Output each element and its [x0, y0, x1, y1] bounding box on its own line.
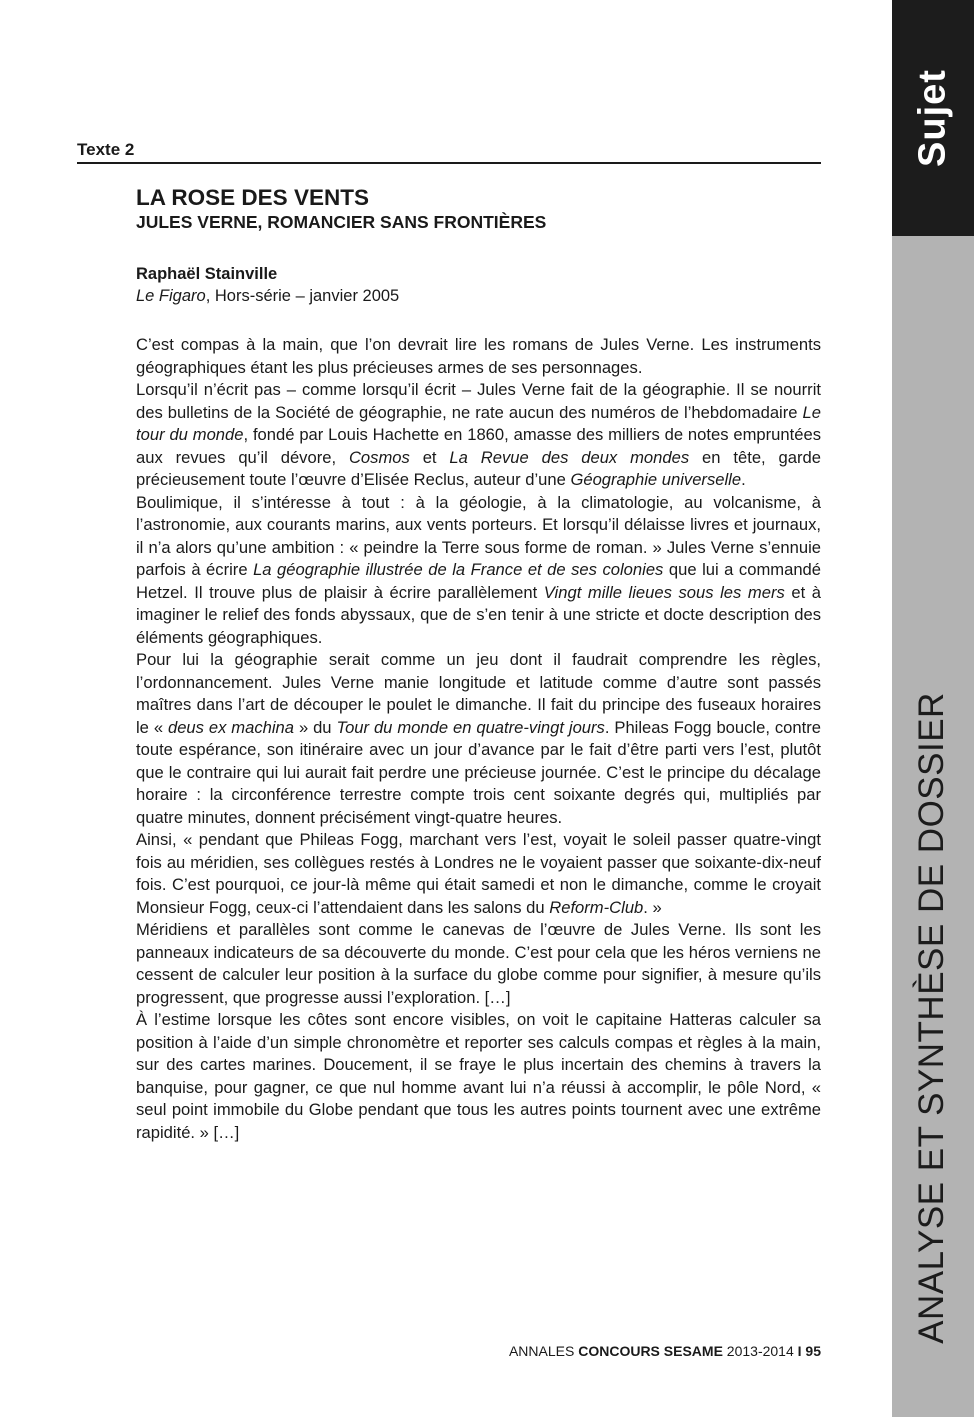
article-body [136, 334, 821, 1144]
italic-title-text: La Revue des deux mondes [449, 447, 690, 467]
paragraph-text: Pour lui la géographie serait comme un jeu dont il faudrait comprendre les règles, l’ordonnancement. Jules Verne manie longitude et latitude comme d’autre sont passés maîtres dans l’art de découper le poulet le dimanche. Il fait du principe des fuseaux horaires le « [136, 650, 821, 737]
paragraph-text: , fondé par Louis Hachette en 1860, amasse des milliers de notes empruntées aux revues qu’il dévore, [136, 425, 821, 467]
header-divider [77, 162, 821, 164]
paragraph-text: . Phileas Fogg boucle, contre toute espérance, son itinéraire avec un jour d’avance par le fait d’être parti vers l’est, plutôt que le contraire qui lui aurait fait perdre une précieuse journée. C’est le principe du décalage horaire : la circonférence terrestre compte trois cent soixante degrés qui, multipliés par quatre minutes, donnent précisément vingt-quatre heures. [136, 717, 821, 827]
source-publication: Le Figaro [136, 287, 206, 305]
article-title: LA ROSE DES VENTS [136, 185, 369, 210]
italic-title-text: La géographie illustrée de la France et de ses colonies [253, 560, 664, 579]
article [136, 184, 821, 1144]
paragraph-text: À l’estime lorsque les côtes sont encore visibles, on voit le capitaine Hatteras calculer sa position à l’aide d’un simple chronomètre et reporter ses calculs compas et règles à la main, sur des cartes marines. Doucement, il se fraye le plus incertain des chemins à travers la banquise, pour gagner, ce que nul homme avant lui n’a réussi à accomplir, le pôle Nord, « seul point immobile du Globe pendant que tous les autres points tournent avec une extrême rapidité. » […] [136, 1010, 821, 1142]
paragraph-text: » du [294, 717, 337, 737]
paragraph-text: . » [643, 897, 662, 917]
paragraph-text: que lui a commandé Hetzel. Il trouve plus de plaisir à écrire parallèlement [136, 560, 822, 602]
paragraph-text: Ainsi, « pendant que Phileas Fogg, marchant vers l’est, voyait le soleil passer quatre-vingt fois au méridien, ses collègues restés à Londres ne le voyaient passer que soixante-dix-neuf fois. C’est pourquoi, ce jour-là même qui était samedi et non le dimanche, comme le croyait Monsieur Fogg, ceux-ci l’attendaient dans les salons du [136, 830, 821, 917]
texte-label: Texte 2 [77, 140, 135, 159]
article-paragraph [136, 829, 821, 919]
italic-title-text: Géographie universelle [570, 470, 742, 489]
paragraph-text: et [409, 447, 450, 467]
paragraph-text: Méridiens et parallèles sont comme le canevas de l’œuvre de Jules Verne. Ils sont les panneaux indicateurs de sa découverte du monde. C’est pour cela que les héros verniens ne cessent de calculer leur position à la surface du globe comme pour signifier, à mesure qu’ils progressent, que progresse aussi l’exploration. […] [136, 920, 821, 1007]
paragraph-text: Lorsqu’il n’écrit pas – comme lorsqu’il écrit – Jules Verne fait de la géographie. Il se nourrit des bulletins de la Société de géographie, ne rate aucun des numéros de l’hebdomadaire [136, 380, 821, 422]
article-paragraph [136, 492, 821, 650]
italic-title-text: Vingt mille lieues sous les mers [543, 582, 785, 602]
article-paragraph [136, 649, 821, 829]
paragraph-text: C’est compas à la main, que l’on devrait lire les romans de Jules Verne. Les instruments géographiques étant les plus précieuses armes de ses personnages. [136, 335, 821, 377]
article-source [136, 285, 821, 307]
paragraph-text: Boulimique, il s’intéresse à tout : à la géologie, à la climatologie, au volcanisme, à l’astronomie, aux courants marins, aux vents porteurs. Et lorsqu’il délaisse livres et journaux, il n’a alors qu’une ambition : « peindre la Terre sous forme de roman. » Jules Verne s’ennuie parfois à écrire [136, 492, 821, 579]
article-paragraph [136, 1009, 821, 1144]
article-subtitle: JULES VERNE, ROMANCIER SANS FRONTIÈRES [136, 212, 547, 232]
paragraph-text: et à imaginer le relief des fonds abyssaux, que de s’en tenir à une stricte et docte description des éléments géographiques. [136, 582, 821, 647]
footer-concours: CONCOURS SESAME [578, 1343, 723, 1359]
italic-title-text: deus ex machina [167, 717, 295, 737]
italic-title-text: Cosmos [348, 447, 410, 467]
paragraph-text: en tête, garde précieusement toute l’œuvre d’Elisée Reclus, auteur d’une [136, 447, 821, 489]
source-details: , Hors-série – janvier 2005 [205, 287, 400, 305]
paragraph-text: . [741, 470, 746, 489]
footer-annales: ANNALES [508, 1343, 579, 1359]
footer-page-number: I 95 [797, 1343, 821, 1359]
footer-years: 2013-2014 [722, 1343, 798, 1359]
italic-title-text: Tour du monde en quatre-vingt jours [336, 717, 605, 737]
italic-title-text: Reform-Club [549, 897, 644, 917]
italic-title-text: Le tour du monde [136, 402, 821, 444]
article-paragraph [136, 379, 821, 492]
sidebar-sujet-label: Sujet [911, 69, 954, 167]
article-paragraph [136, 334, 821, 379]
article-author: Raphaël Stainville [136, 265, 278, 283]
sidebar-section-label: ANALYSE ET SYNTHÈSE DE DOSSIER [912, 692, 951, 1344]
article-paragraph [136, 919, 821, 1009]
page-footer [509, 1343, 821, 1359]
